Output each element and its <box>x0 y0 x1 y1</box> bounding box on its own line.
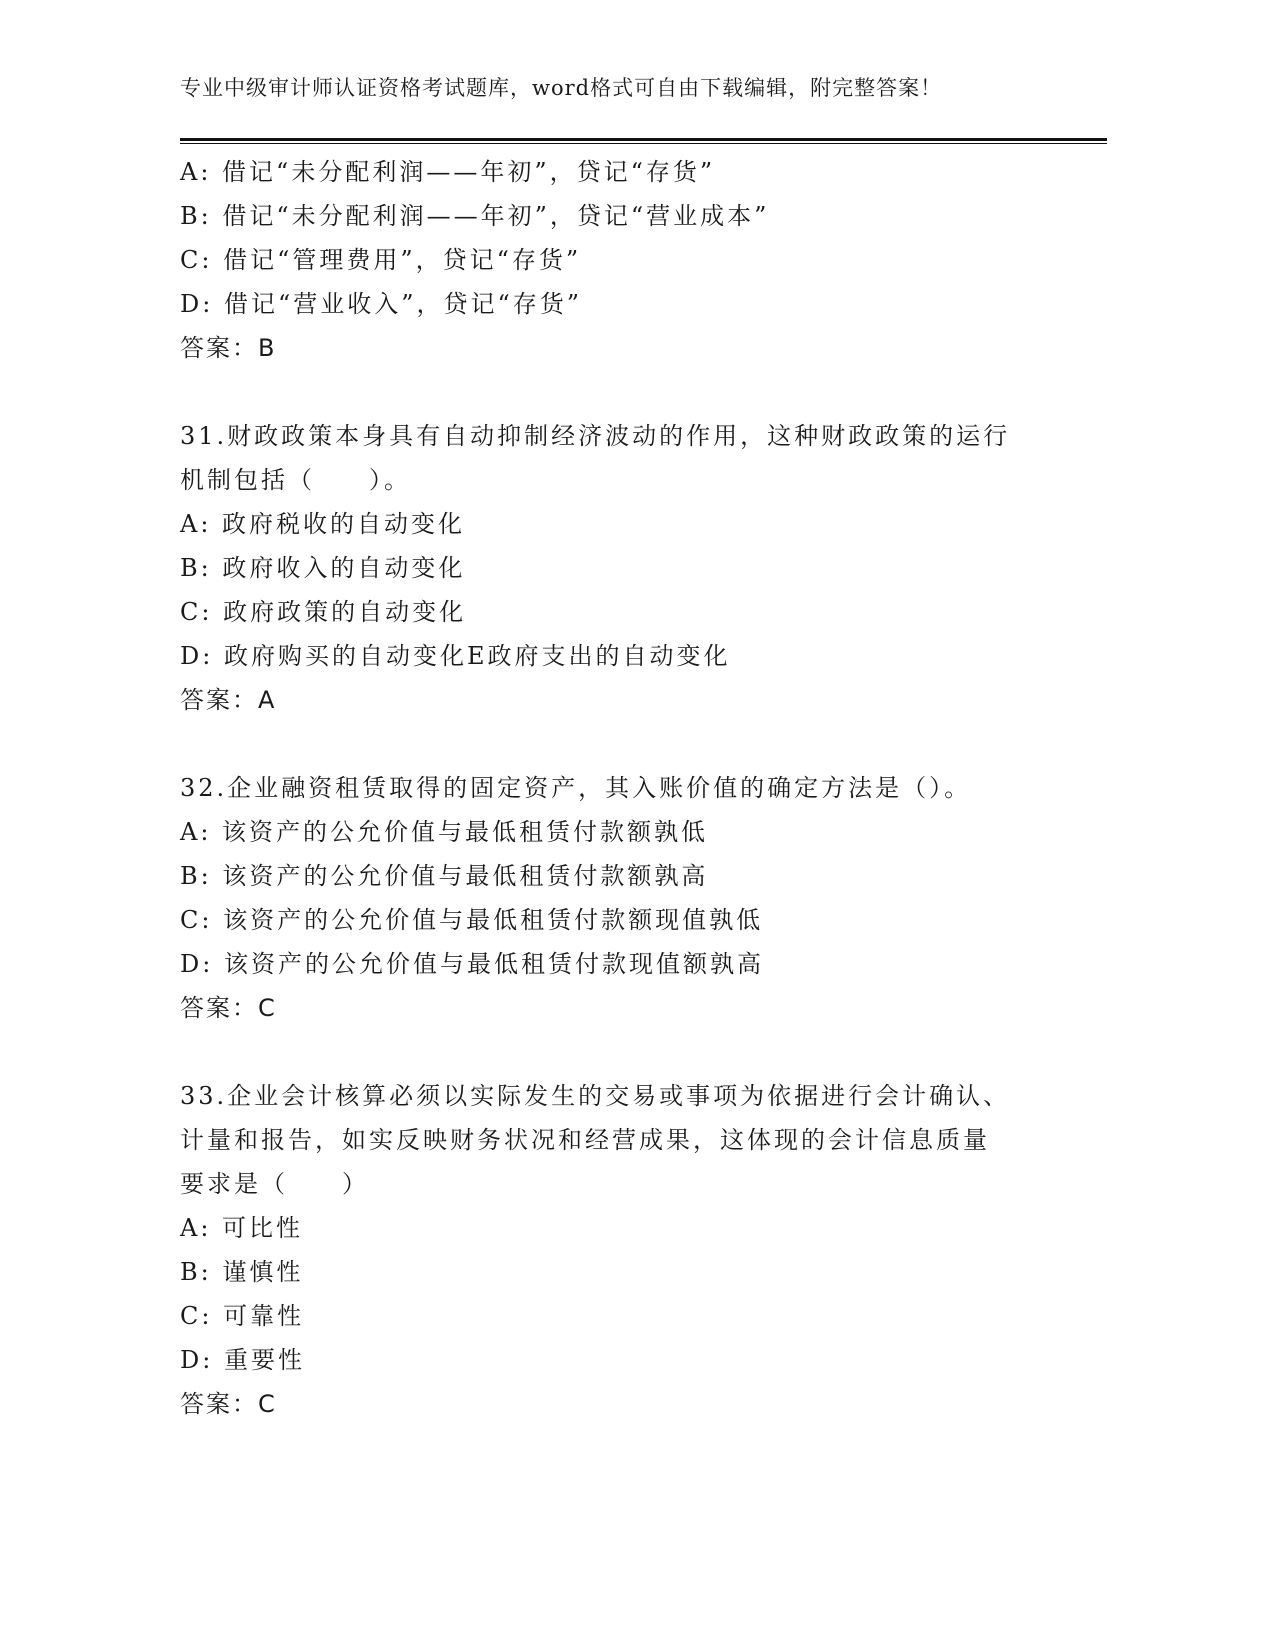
q31-stem-line-1: 31.财政政策本身具有自动抑制经济波动的作用，这种财政政策的运行 <box>180 422 1011 450</box>
q31-answer: 答案：A <box>180 686 277 714</box>
q33-option-c: C: 可靠性 <box>180 1302 305 1330</box>
q30-option-d: D: 借记“营业收入”，贷记“存货” <box>180 290 583 318</box>
question-33-block <box>180 1074 1060 1426</box>
q33-stem-line-2: 计量和报告，如实反映财务状况和经营成果，这体现的会计信息质量 <box>180 1126 990 1154</box>
question-30-block <box>180 150 1060 370</box>
q33-stem-line-1: 33.企业会计核算必须以实际发生的交易或事项为依据进行会计确认、 <box>180 1082 1011 1110</box>
q32-option-d: D: 该资产的公允价值与最低租赁付款现值额孰高 <box>180 950 764 978</box>
page-header: 专业中级审计师认证资格考试题库，word格式可自由下载编辑，附完整答案！ <box>180 76 943 100</box>
q31-option-b: B: 政府收入的自动变化 <box>180 554 466 582</box>
q31-stem-line-2: 机制包括（ ）。 <box>180 466 411 494</box>
question-content <box>180 150 1060 1426</box>
q30-option-b: B: 借记“未分配利润——年初”，贷记“营业成本” <box>180 202 770 230</box>
q32-option-c: C: 该资产的公允价值与最低租赁付款额现值孰低 <box>180 906 764 934</box>
q30-option-c: C: 借记“管理费用”，贷记“存货” <box>180 246 582 274</box>
q31-option-a: A: 政府税收的自动变化 <box>180 510 466 538</box>
q32-answer: 答案：C <box>180 994 277 1022</box>
q30-answer: 答案：B <box>180 334 277 362</box>
q30-option-a: A: 借记“未分配利润——年初”，贷记“存货” <box>180 158 716 186</box>
question-32-block <box>180 766 1060 1030</box>
q33-option-a: A: 可比性 <box>180 1214 304 1242</box>
q32-stem-line-1: 32.企业融资租赁取得的固定资产，其入账价值的确定方法是（）。 <box>180 774 972 802</box>
question-31-block <box>180 414 1060 722</box>
spacer <box>180 1030 1060 1074</box>
spacer <box>180 370 1060 414</box>
q33-option-d: D: 重要性 <box>180 1346 305 1374</box>
q31-option-d: D: 政府购买的自动变化E政府支出的自动变化 <box>180 642 731 670</box>
q32-option-b: B: 该资产的公允价值与最低租赁付款额孰高 <box>180 862 709 890</box>
q33-stem-line-3: 要求是（ ） <box>180 1170 369 1198</box>
header-divider <box>180 138 1107 144</box>
q32-option-a: A: 该资产的公允价值与最低租赁付款额孰低 <box>180 818 709 846</box>
spacer <box>180 722 1060 766</box>
q31-option-c: C: 政府政策的自动变化 <box>180 598 467 626</box>
q33-option-b: B: 谨慎性 <box>180 1258 304 1286</box>
q33-answer: 答案：C <box>180 1390 277 1418</box>
